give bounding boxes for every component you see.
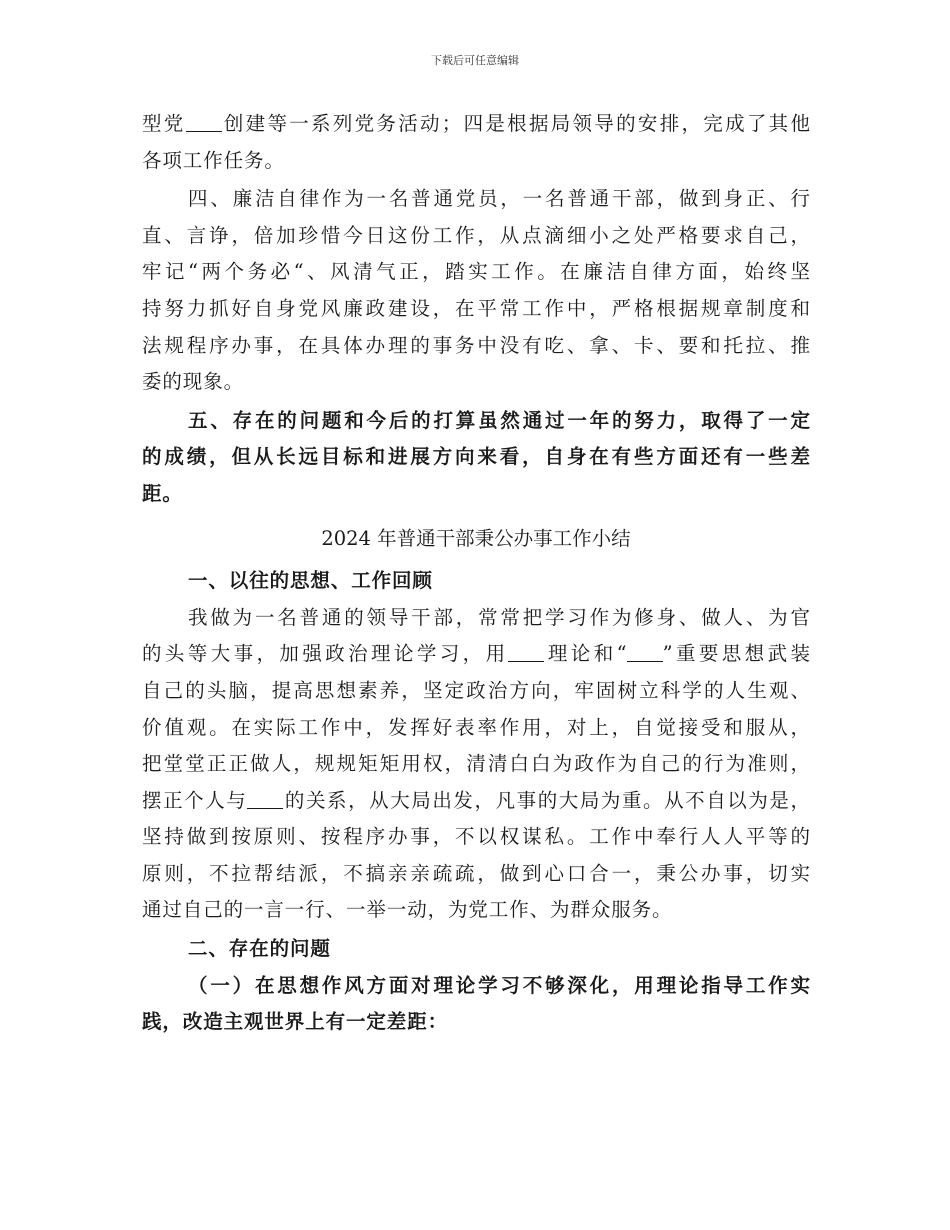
paragraph-line: 五、存在的问题和今后的打算虽然通过一年的努力，取得了一定	[188, 408, 810, 432]
paragraph-line	[142, 636, 810, 673]
text-segment: 理论和“	[544, 642, 627, 666]
paragraph-line	[142, 106, 810, 143]
paragraph-line: 通过自己的一言一行、一举一动，为党工作、为群众服务。	[142, 898, 673, 922]
text-segment: 的头等大事，加强政治理论学习，用	[142, 642, 509, 666]
paragraph-line: 价值观。在实际工作中，发挥好表率作用，对上，自觉接受和服从，	[142, 715, 810, 739]
text-segment: ”重要思想武装	[662, 642, 810, 666]
blank-underline	[627, 643, 663, 662]
paragraph-line: （一）在思想作风方面对理论学习不够深化，用理论指导工作实	[188, 973, 810, 997]
paragraph-line: 各项工作任务。	[142, 148, 285, 172]
text-segment: 的关系，从大局出发，凡事的大局为重。从不自以为是，	[283, 788, 810, 812]
document-body	[142, 106, 810, 1041]
paragraph-line	[142, 783, 810, 820]
paragraph-line: 我做为一名普通的领导干部，常常把学习作为修身、做人、为官	[188, 605, 810, 629]
paragraph-line: 自己的头脑，提高思想素养，坚定政治方向，牢固树立科学的人生观、	[142, 678, 810, 702]
section-heading: 一、以往的思想、工作回顾	[188, 569, 433, 593]
section-heading: 二、存在的问题	[188, 937, 331, 961]
paragraph-line: 法规程序办事，在具体办理的事务中没有吃、拿、卡、要和托拉、推	[142, 333, 810, 357]
paragraph-line: 践，改造主观世界上有一定差距：	[142, 1010, 449, 1034]
paragraph-line: 委的现象。	[142, 370, 245, 394]
paragraph-line: 四、廉洁自律作为一名普通党员，一名普通干部，做到身正、行	[188, 187, 810, 211]
paragraph-line: 坚持做到按原则、按程序办事，不以权谋私。工作中奉行人人平等的	[142, 825, 810, 849]
blank-underline	[186, 113, 222, 132]
text-segment: 型党	[142, 112, 186, 135]
paragraph-line: 的成绩，但从长远目标和进展方向来看，自身在有些方面还有一些差	[142, 445, 810, 469]
paragraph-line: 原则，不拉帮结派，不搞亲亲疏疏，做到心口合一，秉公办事，切实	[142, 861, 810, 885]
paragraph-line: 持努力抓好自身党风廉政建设，在平常工作中，严格根据规章制度和	[142, 296, 810, 320]
paragraph-line: 直、言诤，倍加珍惜今日这份工作，从点滴细小之处严格要求自己，	[142, 223, 810, 247]
text-segment: 创建等一系列党务活动；四是根据局领导的安排，完成了其他	[221, 112, 810, 135]
page-header-note: 下载后可任意编辑	[431, 54, 519, 67]
text-segment: 摆正个人与	[142, 788, 248, 812]
section-title: 2024 年普通干部秉公办事工作小结	[321, 526, 631, 550]
blank-underline	[247, 790, 283, 809]
paragraph-line: 距。	[142, 481, 183, 505]
blank-underline	[508, 643, 544, 662]
paragraph-line: 牢记“两个务必“、风清气正，踏实工作。在廉洁自律方面，始终坚	[142, 260, 810, 284]
paragraph-line: 把堂堂正正做人，规规矩矩用权，清清白白为政作为自己的行为准则，	[142, 752, 810, 776]
